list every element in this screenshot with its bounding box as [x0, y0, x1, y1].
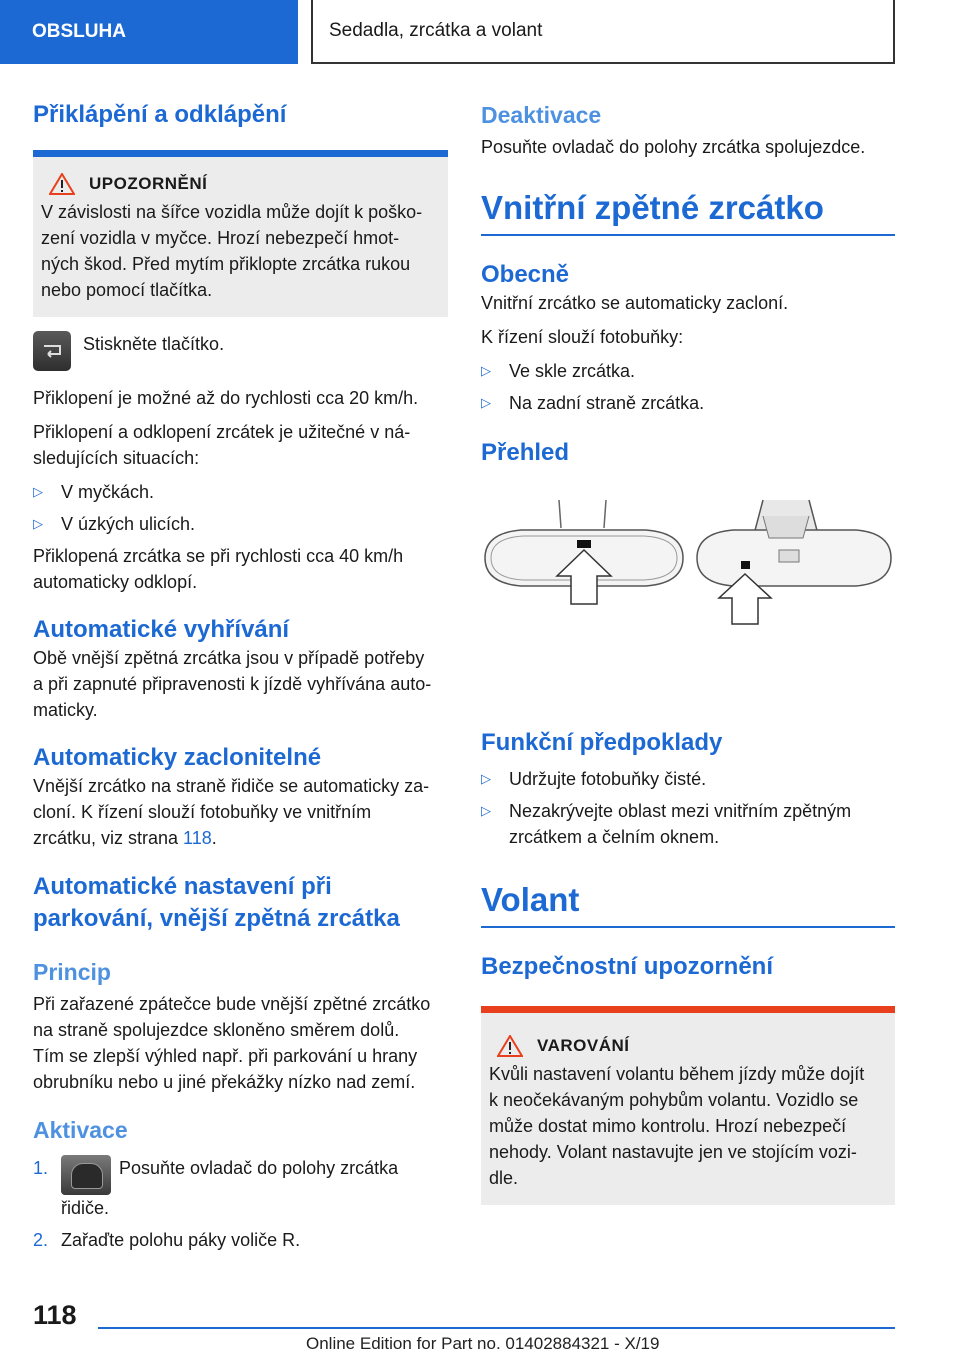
- heading-wheel: Volant: [481, 881, 580, 918]
- heading-inner-mirror: Vnitřní zpětné zrcátko: [481, 189, 824, 226]
- auto-unfold-paragraph: [33, 543, 448, 595]
- section-tab: OBSLUHA: [0, 0, 298, 64]
- heading-deactivation: Deaktivace: [481, 102, 602, 128]
- mirror-switch-icon: [61, 1155, 111, 1195]
- general-paragraph-2: K řízení slouží fotobuňky:: [481, 327, 684, 347]
- heading-principle: Princip: [33, 959, 111, 985]
- text-end: .: [211, 828, 217, 848]
- text-line: cloní. K řízení slouží fotobuňky ve vnitřním: [33, 802, 372, 822]
- warning-line: dle.: [489, 1168, 519, 1188]
- warning-triangle-icon: [49, 173, 75, 195]
- warning-line: Kvůli nastavení volantu během jízdy může dojít: [489, 1064, 865, 1084]
- warning-bar: [481, 1006, 895, 1013]
- bullet-triangle-icon: ▷: [481, 771, 491, 786]
- text-line: Tím se zlepší výhled např. při parkování u hrany: [33, 1046, 418, 1066]
- chapter-title: Sedadla, zrcátka a volant: [311, 0, 895, 64]
- left-column: [33, 100, 448, 1259]
- text-line: na straně spolujezdce skloněno směrem dolů.: [33, 1020, 400, 1040]
- heading-rule: [481, 926, 895, 928]
- heading-line: Automatické nastavení při: [33, 873, 332, 900]
- warning-title: [41, 173, 440, 195]
- text-line: obrubníku nebo u jiné překážky nízko nad zemí.: [33, 1072, 416, 1092]
- principle-paragraph: [33, 991, 448, 1095]
- step-text: Posuňte ovladač do polohy zrcátka: [119, 1158, 399, 1178]
- warning-title: [489, 1035, 887, 1057]
- warning-text: [41, 199, 440, 303]
- step-text: Zařaďte polohu páky voliče R.: [61, 1230, 301, 1250]
- list-item: ▷ Udržujte fotobuňky čisté.: [481, 766, 895, 792]
- step-item: [33, 1227, 448, 1253]
- step-item: [33, 1155, 448, 1221]
- button-instruction: [33, 331, 448, 371]
- heading-overview: Přehled: [481, 439, 570, 466]
- list-item: ▷ V úzkých ulicích.: [33, 511, 448, 537]
- heading-prereq: Funkční předpoklady: [481, 729, 723, 756]
- dimming-paragraph: [33, 773, 448, 851]
- text-line: Nezakrývejte oblast mezi vnitřním zpětným: [509, 801, 852, 821]
- text-line: zrcátkem a čelním oknem.: [509, 827, 720, 847]
- warning-line: zení vozidla v myčce. Hrozí nebezpečí hmot-: [41, 228, 400, 248]
- warning-line: ných škod. Před mytím přiklopte zrcátka rukou: [41, 254, 411, 274]
- warning-bar: [33, 150, 448, 157]
- heading-heating: Automatické vyhřívání: [33, 616, 290, 643]
- warning-title-text: UPOZORNĚNÍ: [89, 174, 208, 193]
- heading-safety: Bezpečnostní upozornění: [481, 953, 774, 980]
- step-number: 1.: [33, 1158, 49, 1178]
- heading-activation: Aktivace: [33, 1117, 128, 1143]
- heading-dimming: Automaticky zaclonitelné: [33, 744, 322, 771]
- heading-parking: [33, 871, 448, 935]
- warning-triangle-icon: [497, 1035, 523, 1057]
- step-text: řidiče.: [61, 1198, 110, 1218]
- warning-line: k neočekávaným pohybům volantu. Vozidlo se: [489, 1090, 859, 1110]
- text-line: Obě vnější zpětná zrcátka jsou v případě potřeby: [33, 648, 425, 668]
- bullet-triangle-icon: ▷: [481, 395, 491, 410]
- warning-title-text: VAROVÁNÍ: [537, 1036, 630, 1055]
- mirror-illustration: [481, 498, 895, 648]
- list-item: ▷ Ve skle zrcátka.: [481, 358, 895, 384]
- step-number: 2.: [33, 1230, 49, 1250]
- warning-text: [489, 1061, 887, 1191]
- warning-line: V závislosti na šířce vozidla může dojít k poško-: [41, 202, 423, 222]
- text-line: a při zapnuté připravenosti k jízdě vyhřívána auto-: [33, 674, 432, 694]
- text-line: sledujících situacích:: [33, 448, 200, 468]
- heading-rule: [481, 234, 895, 236]
- inner-mirror-diagram-icon: [481, 498, 895, 648]
- deactivation-paragraph: Posuňte ovladač do polohy zrcátka spolujezdce.: [481, 137, 866, 157]
- text-line: zrcátku, viz strana: [33, 828, 184, 848]
- bullet-triangle-icon: ▷: [481, 803, 491, 818]
- list-item: ▷ V myčkách.: [33, 479, 448, 505]
- press-button-text: Stiskněte tlačítko.: [83, 334, 225, 354]
- heading-general: Obecně: [481, 261, 570, 288]
- list-item: ▷ Na zadní straně zrcátka.: [481, 390, 895, 416]
- list-item: [481, 798, 895, 850]
- page-number: 118: [33, 1300, 77, 1330]
- text-line: Přiklopená zrcátka se při rychlosti cca 40 km/h: [33, 546, 404, 566]
- bullet-triangle-icon: ▷: [33, 484, 43, 499]
- bullet-triangle-icon: ▷: [481, 363, 491, 378]
- speed-paragraph: Přiklopení je možné až do rychlosti cca 20 km/h.: [33, 388, 419, 408]
- heading-fold: Přiklápění a odklápění: [33, 101, 287, 128]
- text-line: Přiklopení a odklopení zrcátek je užitečné v ná-: [33, 422, 411, 442]
- text-line: Při zařazené zpátečce bude vnější zpětné zrcátko: [33, 994, 431, 1014]
- footer-rule: [98, 1327, 895, 1329]
- page-link[interactable]: 118: [183, 828, 212, 848]
- right-column: [481, 100, 895, 1205]
- warning-line: nebo pomocí tlačítka.: [41, 280, 213, 300]
- warning-line: nehody. Volant nastavujte jen ve stojícím vozi-: [489, 1142, 857, 1162]
- heading-line: parkování, vnější zpětná zrcátka: [33, 905, 400, 932]
- footer-edition: Online Edition for Part no. 01402884321 - X/19: [306, 1334, 660, 1353]
- mirror-fold-button-icon: [33, 331, 71, 371]
- text-line: maticky.: [33, 700, 98, 720]
- heating-paragraph: [33, 645, 448, 723]
- warning-box: [481, 1006, 895, 1205]
- warning-line: může dostat mimo kontrolu. Hrozí nebezpečí: [489, 1116, 847, 1136]
- text-line: automaticky odklopí.: [33, 572, 198, 592]
- text-line: Vnější zrcátko na straně řidiče se automaticky za-: [33, 776, 430, 796]
- bullet-triangle-icon: ▷: [33, 516, 43, 531]
- useful-paragraph: [33, 419, 448, 471]
- general-paragraph-1: Vnitřní zrcátko se automaticky zacloní.: [481, 293, 789, 313]
- warning-box: [33, 150, 448, 317]
